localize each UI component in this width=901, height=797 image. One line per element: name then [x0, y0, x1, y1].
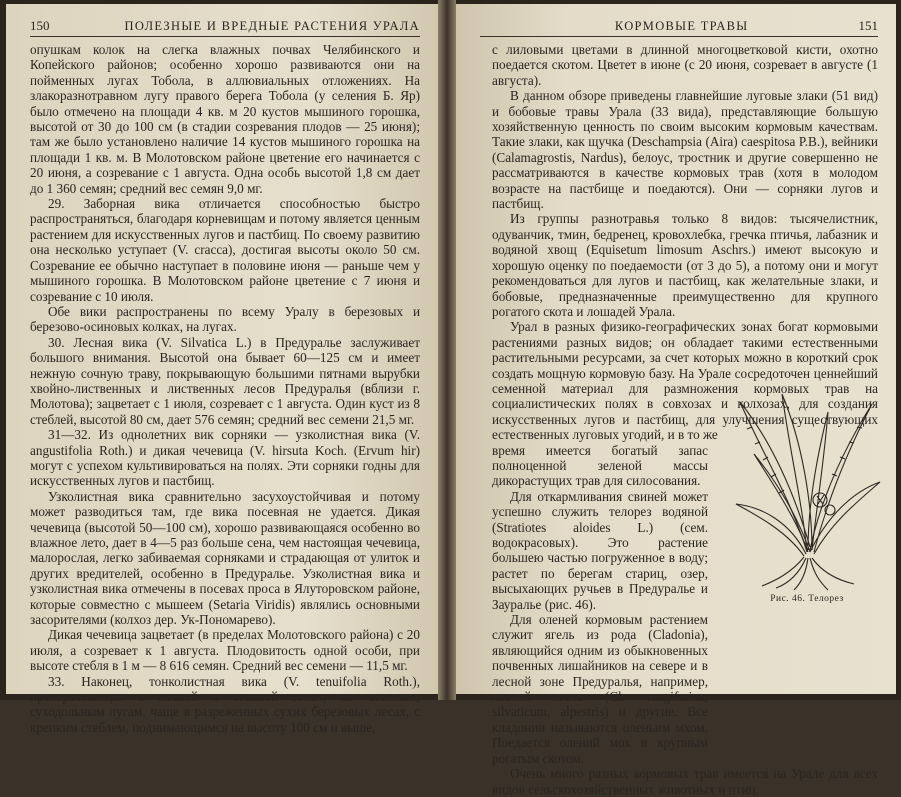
paragraph: 30. Лесная вика (V. Silvatica L.) в Предуралье заслуживает большого внимания. Высотой она бывает 60—125 см и имеет нежную сочную траву, покрывающую большими пятнами вырубки хвойно-лиственных и лиственных лесов Предуралья (вблизи г. Молотова); зацветает с 1 июля, созревает с 1 августа. Один куст из 8 стеблей, высотой 80 см, дает 576 семян; средний вес семени 21,5 мг. — [30, 334, 420, 427]
paragraph: 31—32. Из однолетних вик сорняки — узколистная вика (V. angustifolia Roth.) и дикая чечевица (V. hirsuta Koch. (Ervum hir) могут с успехом культивироваться на полях. Эти сорняки годны для искусственных лугов и пастбищ. — [30, 427, 420, 489]
paragraph: Урал в разных физико-географических зонах богат кормовыми растениями разных видов; он обладает такими естественными растительными ресурсами, за счет которых можно в короткий срок создать мощную кормовую базу. На Урале сосредоточен ценнейший семенной материал для размножения кормовых трав на социалистических полях в совхозах и колхозах, для создания искусственных лугов и пастбищ, для улучшения существующих естественных луговых угодий, и в то же — [492, 319, 878, 443]
paragraph: Для оленей кормовым растением служит ягель из рода (Cladonia), являющийся одним из обыкновенных почвенных лишайников на севере и в лесной зоне Предуралья, например, лесной ягель (Cl. rangiferina, silvaticum, alpestris) и другие. Все кладонии называются оленьим мхом. Поедается олений мох и крупным рогатым скотом. — [492, 612, 708, 766]
right-page-number: 151 — [858, 18, 878, 33]
left-running-head: ПОЛЕЗНЫЕ И ВРЕДНЫЕ РАСТЕНИЯ УРАЛА — [124, 19, 420, 33]
left-page-number: 150 — [30, 18, 50, 33]
paragraph: 33. Наконец, тонколистная вика (V. tenuifolia Roth.), произрастающая в лесной и степной зонах, по степным, суходольным лугам, чаще в разреженных сухих березовых лесах, с крепким стеблем, поднимающимся на высоту 100 см и выше, — [30, 673, 420, 735]
header-rule — [30, 36, 420, 37]
right-running-head: КОРМОВЫЕ ТРАВЫ — [614, 19, 749, 33]
right-page — [456, 4, 896, 797]
paragraph: Узколистная вика сравнительно засухоустойчивая и потому может разводиться там, где вика посевная не удается. Дикая чечевица (высотой 50—100 см), хорошо развивающаяся особенно во влажное лето, дает в 4—5 раз больше сена, чем настоящая чечевица, малорослая, легко забиваемая сорняками и страдающая от улиток и других вредителей, особенно в Предуралье. Узколистная вика и узколистная вика отмечены в посевах проса в Ялуторовском районе, которые совместно с мышеем (Setaria Viridis) являлись основными засорителями (колхоз дер. Ук-Пономарево). — [30, 488, 420, 628]
left-page — [6, 4, 438, 735]
paragraph: Для откармливания свиней может успешно служить телорез водяной (Stratiotes aloides L.) (сем. водокрасовых). Это растение большею частью погруженное в воду; растет по берегам стариц, озер, высыхающих ручьев в Предуралье и Зауралье (рис. 46). — [492, 488, 708, 612]
paragraph: опушкам колок на слегка влажных почвах Челябинского и Копейского районов; особенно хорошо развиваются они на пойменных лугах Тобола, в аллювиальных отложениях. На злакоразнотравном лугу правого берега Тобола (у селения Б. Яр) было отмечено на площади 4 кв. м 20 кустов мышиного горошка, высотой от 30 до 100 см (в стадии созревания плодов — 25 июня); там же было установлено наличие 14 кустов мышиного горошка на площади 1 кв. м. В Молотовском районе цветение его начинается с 20 июня, а созревание с 1 августа. Одна особь высотой 1,8 см дает до 1 360 семян; средний вес семян 9,0 мг. — [30, 42, 420, 196]
right-page-header — [480, 12, 878, 34]
figure-caption: Рис. 46. Телорез — [770, 594, 844, 604]
header-rule — [480, 36, 878, 37]
paragraph: В данном обзоре приведены главнейшие луговые злаки (51 вид) и бобовые травы Урала (33 вида), представляющие большую хозяйственную ценность по своим высоким кормовым качествам. Такие злаки, как щучка (Deschampsia (Aira) caespitosa P.B.), вейники (Calamagrostis, Nardus), белоус, тростник и другие совершенно не рассматриваются в качестве кормовых трав (хотя в молодом возрасте на пастбище и поедаются). Они — сорняки лугов и пастбищ. — [492, 88, 878, 212]
left-page-text — [30, 42, 420, 735]
stratiotes-plant-illustration — [732, 382, 882, 592]
paragraph: Из группы разнотравья только 8 видов: тысячелистник, одуванчик, тмин, бедренец, кровохлебка, гречка птичья, лабазник и водяной хвощ (Equisetum limosum Aschrs.) имеют высокую и хорошую оценку по поедаемости (от 3 до 5), а потому они и могут рекомендоваться для лугов и пастбищ, как желательные злаки, и бобовые, предназначенные преимущественно для крупного рогатого скота и лошадей Урала. — [492, 211, 878, 319]
left-page-header — [30, 12, 420, 34]
book-gutter — [438, 0, 456, 700]
paragraph: Обе вики распространены по всему Уралу в березовых и березово-осиновых колках, на лугах. — [30, 303, 420, 335]
paragraph: Очень много разных кормовых трав имеется на Урале для всех видов сельскохозяйственных животных и птиц. — [492, 766, 878, 797]
paragraph: Дикая чечевица зацветает (в пределах Молотовского района) с 20 июля, а созревает к 1 августа. Плодовитость одной особи, при высоте стебля в 1 м — 8 616 семян. Средний вес семени — 11,5 мг. — [30, 627, 420, 674]
paragraph: 29. Заборная вика отличается способностью быстро распространяться, благодаря корневищам и потому является ценным растением для искусственных лугов и пастбищ. По своему развитию она несколько уступает (V. cracca), достигая высоты около 50 см. Созревание ее обычно наступает в половине июня — раньше чем у мышиного горошка. В Молотовском районе цветение с 7 июня и созревание с 10 июля. — [30, 196, 420, 304]
figure-46 — [732, 382, 882, 610]
paragraph: с лиловыми цветами в длинной многоцветковой кисти, охотно поедается скотом. Цветет в июне (с 20 июня, созревает в августе (1 августа). — [492, 42, 878, 88]
paragraph: время имеется богатый запас полноценной зеленой массы дикорастущих трав для силосования. — [492, 442, 708, 489]
